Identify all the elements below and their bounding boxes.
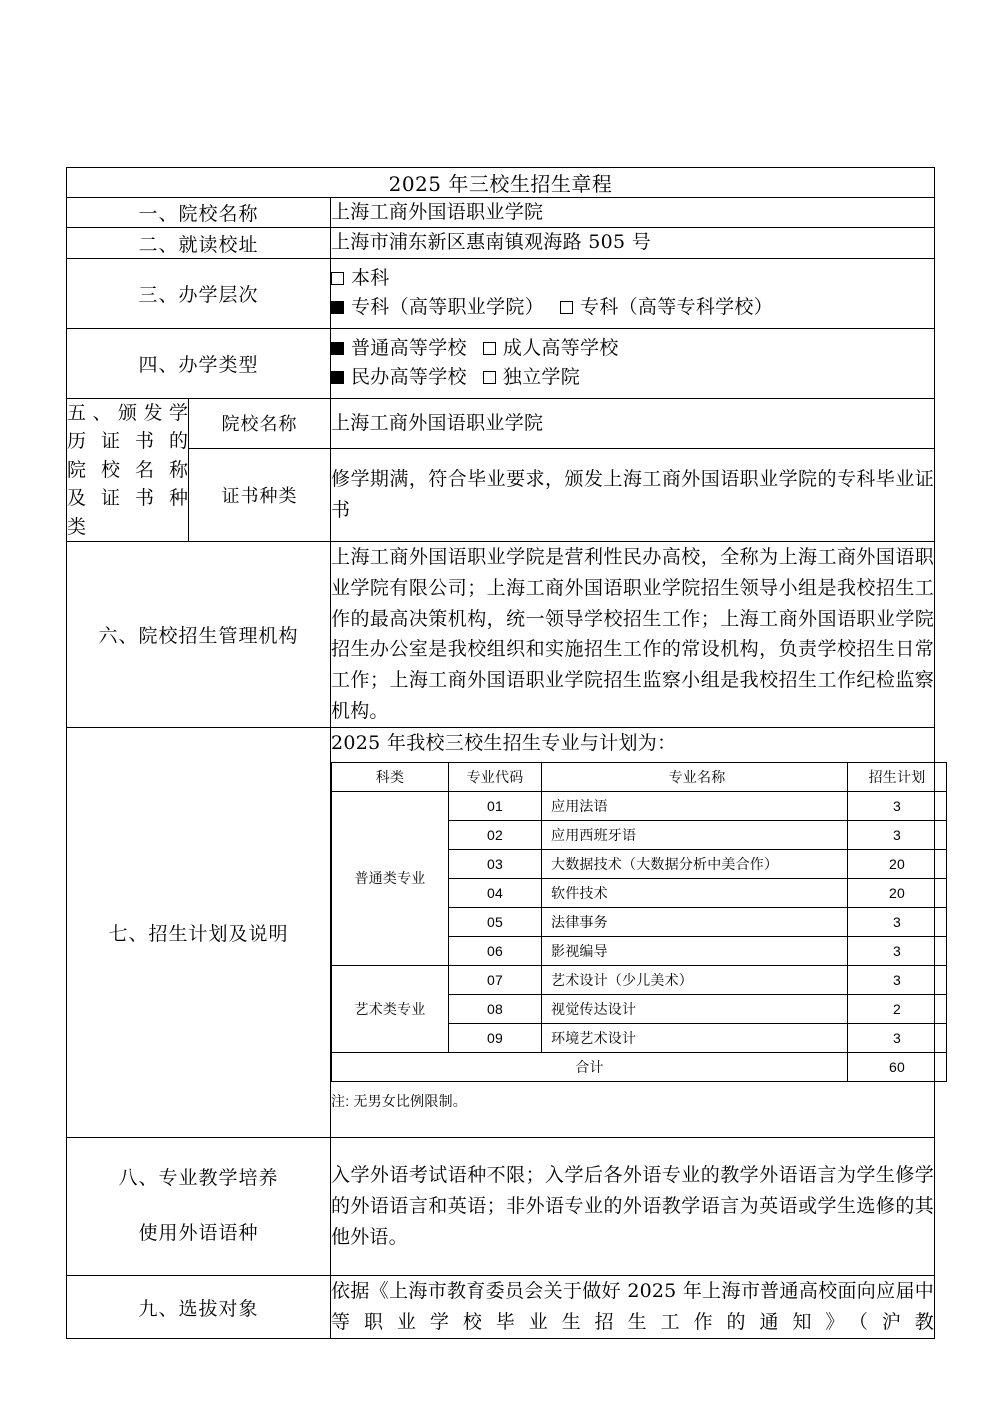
plan-major-name: 应用西班牙语 [542,820,848,849]
level-option-label-zhuanke-college: 专科（高等专科学校） [580,296,774,319]
type-option-label-chengren: 成人高等学校 [502,336,619,359]
row-label-school-name: 一、院校名称 [67,198,331,228]
checkbox-unchecked-icon[interactable] [560,301,573,314]
sub-value-school-name: 上海工商外国语职业学院 [331,398,935,449]
plan-major-name: 法律事务 [542,907,848,936]
row-value-level [331,258,935,328]
type-option-label-duli: 独立学院 [502,366,581,389]
plan-major-name: 大数据技术（大数据分析中美合作） [542,849,848,878]
plan-major-name: 软件技术 [542,878,848,907]
table-row-admin-org [67,542,935,728]
type-option-label-minban: 民办高等学校 [351,366,467,389]
checkbox-unchecked-icon[interactable] [483,371,496,384]
plan-total-value: 60 [848,1052,947,1081]
row-label-certificate [67,398,189,542]
row-label-address: 二、就读校址 [67,228,331,258]
checkbox-unchecked-icon[interactable] [483,342,496,355]
plan-category-cell: 普通类专业 [332,791,449,965]
teaching-language-label-line-1: 八、专业教学培养 [118,1167,279,1190]
enrollment-plan-table [331,762,947,1082]
plan-major-code: 04 [449,878,542,907]
row-value-address: 上海市浦东新区惠南镇观海路 505 号 [331,228,935,258]
plan-column-header: 专业代码 [449,762,542,791]
plan-major-quota: 3 [848,907,947,936]
table-row-school-name [67,198,935,228]
plan-major-code: 01 [449,791,542,820]
plan-column-header: 科类 [332,762,449,791]
row-value-teaching-language: 入学外语考试语种不限；入学后各外语专业的教学外语语言为学生修学的外语语言和英语；非外语专业的外语教学语言为英语或学生选修的其他外语。 [331,1137,935,1276]
plan-major-name: 影视编导 [542,936,848,965]
plan-table-row [332,791,947,820]
table-row-level [67,258,935,328]
plan-major-code: 05 [449,907,542,936]
plan-major-code: 09 [449,1023,542,1052]
plan-major-code: 03 [449,849,542,878]
row-label-selection-target: 九、选拔对象 [67,1276,331,1339]
plan-major-code: 06 [449,936,542,965]
plan-column-header: 专业名称 [542,762,848,791]
certificate-label-line-4: 及证书种 [67,487,188,510]
document-title: 2025 年三校生招生章程 [67,168,935,198]
certificate-label-line-5: 类 [67,515,87,538]
plan-major-quota: 20 [848,878,947,907]
row-label-level: 三、办学层次 [67,258,331,328]
row-value-plan [331,727,935,1137]
plan-major-name: 艺术设计（少儿美术） [542,965,848,994]
plan-major-quota: 3 [848,820,947,849]
plan-major-name: 环境艺术设计 [542,1023,848,1052]
plan-major-quota: 3 [848,1023,947,1052]
table-row-plan [67,727,935,1137]
row-label-plan: 七、招生计划及说明 [67,727,331,1137]
certificate-label-line-3: 院校名称 [67,458,188,481]
plan-major-code: 02 [449,820,542,849]
plan-major-quota: 20 [848,849,947,878]
row-label-teaching-language [67,1137,331,1276]
admissions-regulation-table [66,167,935,1339]
plan-note: 注: 无男女比例限制。 [331,1092,467,1109]
table-row-address [67,228,935,258]
plan-bottom-spacer [331,1111,934,1137]
level-option-line-2 [331,293,934,322]
plan-major-name: 视觉传达设计 [542,994,848,1023]
table-row-title [67,168,935,198]
row-label-type: 四、办学类型 [67,328,331,398]
plan-column-header: 招生计划 [848,762,947,791]
level-option-line-1 [331,264,934,293]
plan-header-row [332,762,947,791]
checkbox-checked-icon[interactable] [331,342,344,355]
plan-table-row [332,965,947,994]
type-option-line-2 [331,363,934,392]
level-option-label-zhuanke-vocational: 专科（高等职业学院） [351,296,545,319]
row-value-admin-org: 上海工商外国语职业学院是营利性民办高校，全称为上海工商外国语职业学院有限公司；上海工商外国语职业学院招生领导小组是我校招生工作的最高决策机构，统一领导学校招生工作；上海工商外国语职业学院招生办公室是我校组织和实施招生工作的常设机构，负责学校招生日常工作；上海工商外国语职业学院招生监察小组是我校招生工作纪检监察机构。 [331,542,935,728]
plan-major-name: 应用法语 [542,791,848,820]
plan-major-code: 07 [449,965,542,994]
checkbox-checked-icon[interactable] [331,371,344,384]
checkbox-unchecked-icon[interactable] [331,272,344,285]
table-row-certificate-school [67,398,935,449]
row-value-type [331,328,935,398]
teaching-language-label-line-2: 使用外语语种 [138,1222,259,1245]
certificate-label-line-2: 历证书的 [67,430,188,453]
sub-label-school-name: 院校名称 [189,398,331,449]
plan-major-code: 08 [449,994,542,1023]
row-label-admin-org: 六、院校招生管理机构 [67,542,331,728]
plan-total-row [332,1052,947,1081]
sub-label-certificate-type: 证书种类 [189,449,331,542]
plan-category-cell: 艺术类专业 [332,965,449,1052]
row-value-selection-target: 依据《上海市教育委员会关于做好 2025 年上海市普通高校面向应届中等职业学校毕业生招生工作的通知》（沪教 [331,1276,935,1339]
level-option-label-benke: 本科 [351,266,390,289]
table-row-certificate-type [67,449,935,542]
row-value-school-name: 上海工商外国语职业学院 [331,198,935,228]
plan-major-quota: 3 [848,791,947,820]
type-option-line-1 [331,334,934,363]
sub-value-certificate-type: 修学期满，符合毕业要求，颁发上海工商外国语职业学院的专科毕业证书 [331,449,935,542]
plan-intro-text: 2025 年我校三校生招生专业与计划为： [331,731,677,754]
table-row-type [67,328,935,398]
type-option-label-putong: 普通高等学校 [351,336,467,359]
plan-major-quota: 3 [848,965,947,994]
table-row-teaching-language [67,1137,935,1276]
plan-major-quota: 2 [848,994,947,1023]
plan-major-quota: 3 [848,936,947,965]
table-row-selection-target [67,1276,935,1339]
certificate-label-line-1: 五、颁发学 [67,401,188,424]
checkbox-checked-icon[interactable] [331,301,344,314]
plan-total-label: 合计 [332,1052,848,1081]
